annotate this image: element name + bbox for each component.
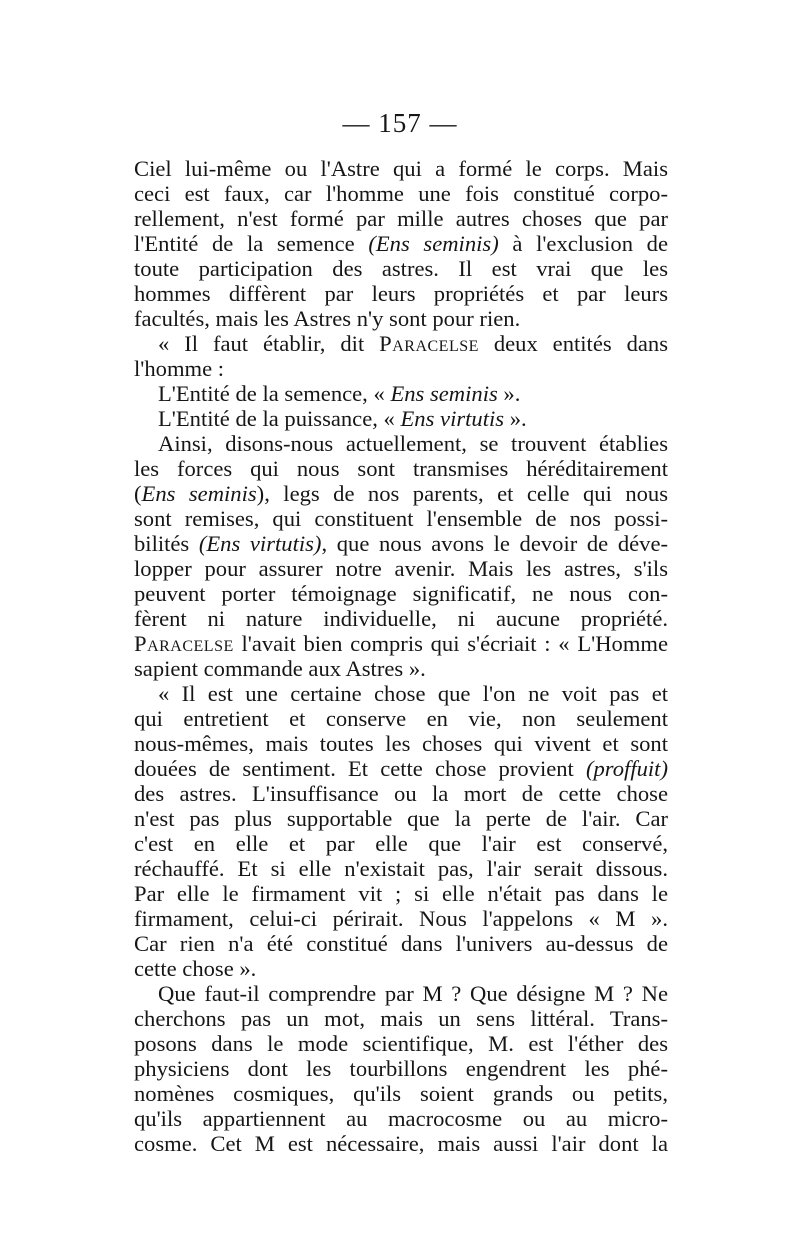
text-run: cosme. Cet M est nécessaire, mais aussi l'air dont la xyxy=(134,1131,668,1156)
text-run: qui entretient et conserve en vie, non seulement xyxy=(134,706,668,731)
text-run: nomènes cosmiques, qu'ils soient grands ou petits, xyxy=(134,1081,668,1106)
text-run: Ciel lui-même ou l'Astre qui a formé le corps. Mais xyxy=(134,156,668,181)
text-run: lopper pour assurer notre avenir. Mais les astres, s'ils xyxy=(134,556,668,581)
text-line xyxy=(134,1006,668,1032)
text-line xyxy=(134,456,668,482)
text-run: ceci est faux, car l'homme une fois constitué corpo- xyxy=(134,181,668,206)
text-line xyxy=(134,606,668,632)
text-run: Ainsi, disons-nous actuellement, se trouvent établies xyxy=(158,431,668,456)
text-run: Par elle le firmament vit ; si elle n'était pas dans le xyxy=(134,881,668,906)
text-run: l'avait bien compris qui s'écriait : « L'Homme xyxy=(233,631,668,656)
italic-term: Ens seminis xyxy=(141,481,257,506)
text-run: à l'exclusion de xyxy=(498,231,668,256)
text-line xyxy=(134,781,668,807)
italic-term: (Ens seminis) xyxy=(368,231,499,256)
text-line xyxy=(134,1106,668,1132)
text-run: sont remises, qui constituent l'ensemble de nos possi- xyxy=(134,506,668,531)
text-line xyxy=(134,1031,668,1057)
italic-term: Ens virtutis xyxy=(400,406,505,431)
text-run: réchauffé. Et si elle n'existait pas, l'air serait dissous. xyxy=(134,856,668,881)
text-run: physiciens dont les tourbillons engendrent les phé- xyxy=(134,1056,668,1081)
text-run: c'est en elle et par elle que l'air est conservé, xyxy=(134,831,668,856)
text-line xyxy=(134,881,668,907)
author-name: Paracelse xyxy=(134,631,234,656)
text-line xyxy=(134,206,668,232)
text-run: hommes diffèrent par leurs propriétés et par leurs xyxy=(134,281,668,306)
text-line xyxy=(134,181,668,207)
text-line xyxy=(134,831,668,857)
text-run: firmament, celui-ci périrait. Nous l'appelons « M ». xyxy=(134,906,668,931)
text-run: sapient commande aux Astres ». xyxy=(134,656,426,681)
text-run: « Il faut établir, dit xyxy=(158,331,380,356)
text-line xyxy=(158,406,668,432)
text-run: toute participation des astres. Il est vrai que les xyxy=(134,256,668,281)
text-run: l'Entité de la semence xyxy=(134,231,369,256)
text-line xyxy=(134,1131,668,1157)
text-line xyxy=(134,256,668,282)
author-name: Paracelse xyxy=(379,331,479,356)
text-line xyxy=(134,931,668,957)
italic-term: (Ens virtutis) xyxy=(198,531,322,556)
text-run: L'Entité de la semence, « xyxy=(158,381,391,406)
text-line xyxy=(134,1081,668,1107)
text-line xyxy=(134,656,668,682)
text-line xyxy=(158,981,668,1007)
text-run: n'est pas plus supportable que la perte de l'air. Car xyxy=(134,806,668,831)
text-line xyxy=(134,581,668,607)
text-run: ), legs de nos parents, et celle qui nous xyxy=(256,481,669,506)
text-run: posons dans le mode scientifique, M. est l'éther des xyxy=(134,1031,668,1056)
text-line xyxy=(134,756,668,782)
text-line xyxy=(158,681,668,707)
text-line xyxy=(134,806,668,832)
text-run: Que faut-il comprendre par M ? Que désigne M ? Ne xyxy=(158,981,668,1006)
text-run: douées de sentiment. Et cette chose provient xyxy=(134,756,586,781)
text-run: « Il est une certaine chose que l'on ne voit pas et xyxy=(158,681,668,706)
text-run: , que nous avons le devoir de déve- xyxy=(321,531,668,556)
text-line xyxy=(134,306,668,332)
text-line xyxy=(134,731,668,757)
text-line xyxy=(134,481,668,507)
text-run: ( xyxy=(134,481,142,506)
text-line xyxy=(158,331,668,357)
text-line xyxy=(134,706,668,732)
text-run: nous-mêmes, mais toutes les choses qui vivent et sont xyxy=(134,731,668,756)
text-line xyxy=(134,156,668,182)
text-run: Car rien n'a été constitué dans l'univers au-dessus de xyxy=(134,931,668,956)
text-run: rellement, n'est formé par mille autres choses que par xyxy=(134,206,668,231)
text-line xyxy=(134,231,668,257)
text-run: ». xyxy=(504,406,527,431)
text-line xyxy=(158,431,668,457)
italic-term: Ens seminis xyxy=(390,381,498,406)
text-line xyxy=(134,556,668,582)
text-line xyxy=(134,356,668,382)
text-line xyxy=(134,956,668,982)
text-run: des astres. L'insuffisance ou la mort de cette chose xyxy=(134,781,668,806)
text-run: bilités xyxy=(134,531,199,556)
text-run: les forces qui nous sont transmises héréditairement xyxy=(134,456,668,481)
text-run: L'Entité de la puissance, « xyxy=(158,406,401,431)
text-run: cherchons pas un mot, mais un sens littéral. Trans- xyxy=(134,1006,668,1031)
text-line xyxy=(134,506,668,532)
text-run: qu'ils appartiennent au macrocosme ou au micro- xyxy=(134,1106,668,1131)
text-run: deux entités dans xyxy=(478,331,668,356)
text-run: cette chose ». xyxy=(134,956,257,981)
text-line xyxy=(134,631,668,657)
text-run: peuvent porter témoignage significatif, ne nous con- xyxy=(134,581,668,606)
text-line xyxy=(134,856,668,882)
italic-term: (proffuit) xyxy=(585,756,668,781)
text-line xyxy=(134,906,668,932)
text-run: facultés, mais les Astres n'y sont pour rien. xyxy=(134,306,521,331)
text-run: ». xyxy=(497,381,521,406)
page-number: — 157 — xyxy=(342,108,458,138)
text-line xyxy=(134,281,668,307)
text-line xyxy=(134,531,668,557)
text-run: l'homme : xyxy=(134,356,225,381)
text-run: fèrent ni nature individuelle, ni aucune propriété. xyxy=(134,606,668,631)
text-line xyxy=(158,381,668,407)
text-line xyxy=(134,1056,668,1082)
